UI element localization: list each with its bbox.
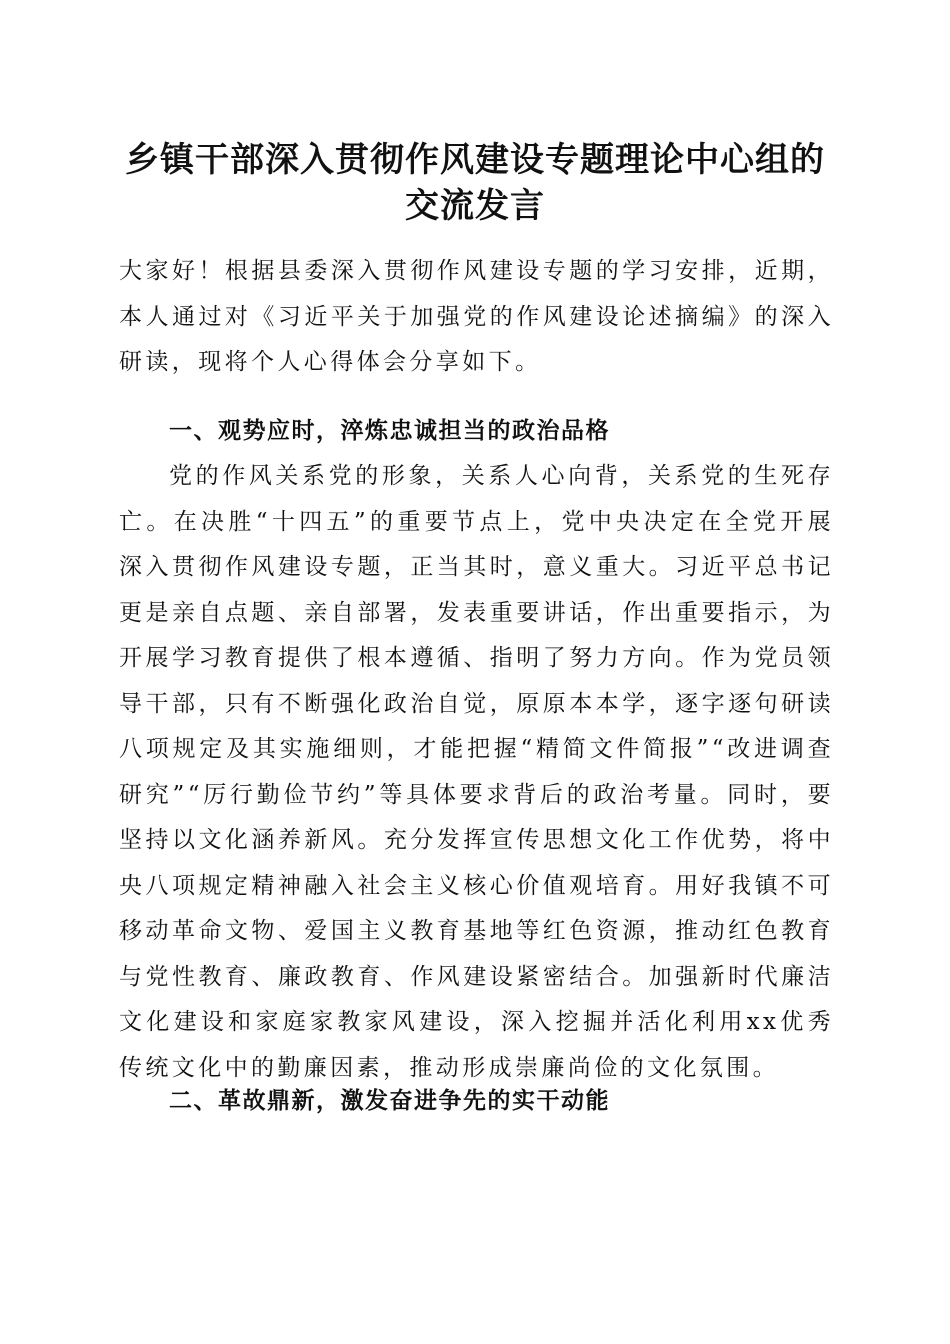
document-title-line-2: 交流发言 (405, 186, 545, 226)
document-title-line-1: 乡镇干部深入贯彻作风建设专题理论中心组的 (125, 140, 825, 180)
intro-paragraph: 大家好！根据县委深入贯彻作风建设专题的学习安排，近期，本人通过对《习近平关于加强党的作风建设论述摘编》的深入研读，现将个人心得体会分享如下。 (119, 258, 834, 375)
section-1-paragraph: 党的作风关系党的形象，关系人心向背，关系党的生死存亡。在决胜“十四五”的重要节点上，党中央决定在全党开展深入贯彻作风建设专题，正当其时，意义重大。习近平总书记更是亲自点题、亲自部署，发表重要讲话，作出重要指示，为开展学习教育提供了根本遵循、指明了努力方向。作为党员领导干部，只有不断强化政治自觉，原原本本学，逐字逐句研读八项规定及其实施细则，才能把握“精简文件简报”“改进调查研究”“厉行勤俭节约”等具体要求背后的政治考量。同时，要坚持以文化涵养新风。充分发挥宣传思想文化工作优势，将中央八项规定精神融入社会主义核心价值观培育。用好我镇不可移动革命文物、爱国主义教育基地等红色资源，推动红色教育与党性教育、廉政教育、作风建设紧密结合。加强新时代廉洁文化建设和家庭家教家风建设，深入挖掘并活化利用xx优秀传统文化中的勤廉因素，推动形成崇廉尚俭的文化氛围。 (119, 463, 834, 1081)
section-1-heading: 一、观势应时，淬炼忠诚担当的政治品格 (169, 418, 610, 444)
section-2-heading: 二、革故鼎新，激发奋进争先的实干动能 (169, 1088, 610, 1114)
